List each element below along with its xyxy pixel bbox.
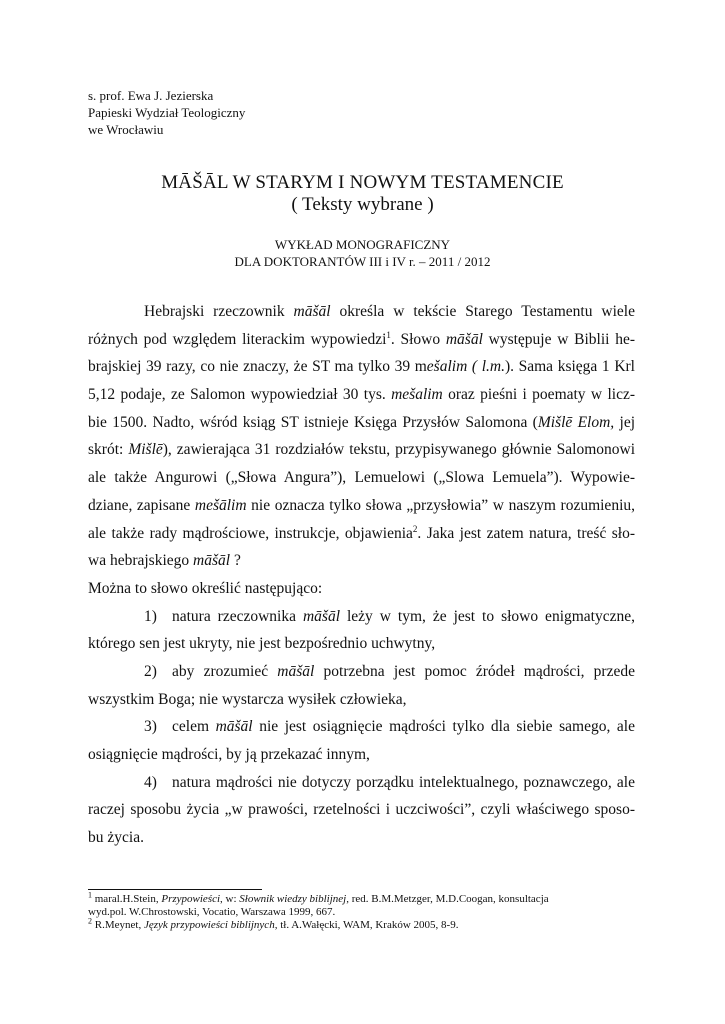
footnote-ref: 1 xyxy=(386,329,391,340)
paragraph-line: ale także rady mądrościowe, instrukcje, objawienia$^2$. Jaka jest zatem natura, treść sło- xyxy=(88,523,635,542)
paragraph-line: bie 1500. Nadto, wśród ksiąg ST istnieje Księga Przysłów Salomona (Mišlē Elom, jej xyxy=(88,413,635,431)
paragraph-line: 5,12 podaje, ze Salomon wypowiedział 30 tys. mešalim oraz pieśni i poematy w licz- xyxy=(88,386,635,404)
footnote-1-continuation: wyd.pol. W.Chrostowski, Vocatio, Warszawa 1999, 667. xyxy=(88,906,336,918)
paragraph-line: Hebrajski rzeczownik māšāl określa w tekście Starego Testamentu wiele xyxy=(144,303,635,320)
list-item-continuation: raczej sposobu życia „w prawości, rzetelności i uczciwości”, czyli właściwego sposo- xyxy=(88,801,635,819)
footnote-2: $^2$ R.Meynet, Język przypowieści biblijnych, tł. A.Wałęcki, WAM, Kraków 2005, 8-9. xyxy=(88,916,459,931)
footnote-divider xyxy=(88,889,262,890)
document-title: MĀŠĀL W STARYM I NOWYM TESTAMENCIE xyxy=(161,172,564,193)
author-faculty: Papieski Wydział Teologiczny xyxy=(88,105,246,120)
document-subtitle: ( Teksty wybrane ) xyxy=(291,194,434,215)
footnote-ref: 2 xyxy=(412,523,418,534)
lecture-audience: DLA DOKTORANTÓW III i IV r. – 2011 / 2012 xyxy=(234,254,491,269)
list-item: 1) natura rzeczownika māšāl leży w tym, że jest to słowo enigmatyczne, xyxy=(144,607,636,625)
paragraph-line: różnych pod względem literackim wypowiedzi$^1$. Słowo māšāl występuje w Biblii he- xyxy=(88,329,635,348)
paragraph-line: dziane, zapisane mešālim nie oznacza tylko słowa „przysłowia” w naszym rozumieniu, xyxy=(88,496,635,514)
lecture-type: WYKŁAD MONOGRAFICZNY xyxy=(274,237,451,252)
paragraph-line: skrót: Mišlē), zawierająca 31 rozdziałów tekstu, przypisywanego głównie Salomonowi xyxy=(88,441,635,459)
author-city: we Wrocławiu xyxy=(88,122,164,137)
paragraph-line: wa hebrajskiego māšāl ? xyxy=(88,552,241,570)
list-item: 3) celem māšāl nie jest osiągnięcie mądrości tylko dla siebie samego, ale xyxy=(144,718,635,736)
lecture-info xyxy=(0,236,725,270)
author-name: s. prof. Ewa J. Jezierska xyxy=(88,88,214,103)
list-item-continuation: wszystkim Boga; nie wystarcza wysiłek człowieka, xyxy=(88,690,407,708)
paragraph-line: ale także Angurowi („Słowa Angura”), Lemuelowi („Slowa Lemuela”). Wypowie- xyxy=(88,469,635,487)
paragraph-line: Można to słowo określić następująco: xyxy=(88,579,323,597)
list-item-continuation: bu życia. xyxy=(88,829,144,847)
list-item-continuation: osiągnięcie mądrości, by ją przekazać innym, xyxy=(88,746,370,763)
footnote-1: $^1$ maral.H.Stein, Przypowieści, w: Słownik wiedzy biblijnej, red. B.M.Metzger, M.D.Coogan, konsultacja xyxy=(88,890,549,905)
list-item: 4) natura mądrości nie dotyczy porządku intelektualnego, poznawczego, ale xyxy=(144,773,635,791)
paragraph-line: brajskiej 39 razy, co nie znaczy, że ST ma tylko 39 mešalim ( l.m.). Sama księga 1 Krl xyxy=(88,358,635,376)
list-item-continuation: którego sen jest ukryty, nie jest bezpośrednio uchwytny, xyxy=(88,635,436,653)
list-item: 2) aby zrozumieć māšāl potrzebna jest pomoc źródeł mądrości, przede xyxy=(144,662,635,680)
body-text xyxy=(88,298,635,852)
footnotes xyxy=(88,890,635,932)
author-block xyxy=(88,87,245,138)
